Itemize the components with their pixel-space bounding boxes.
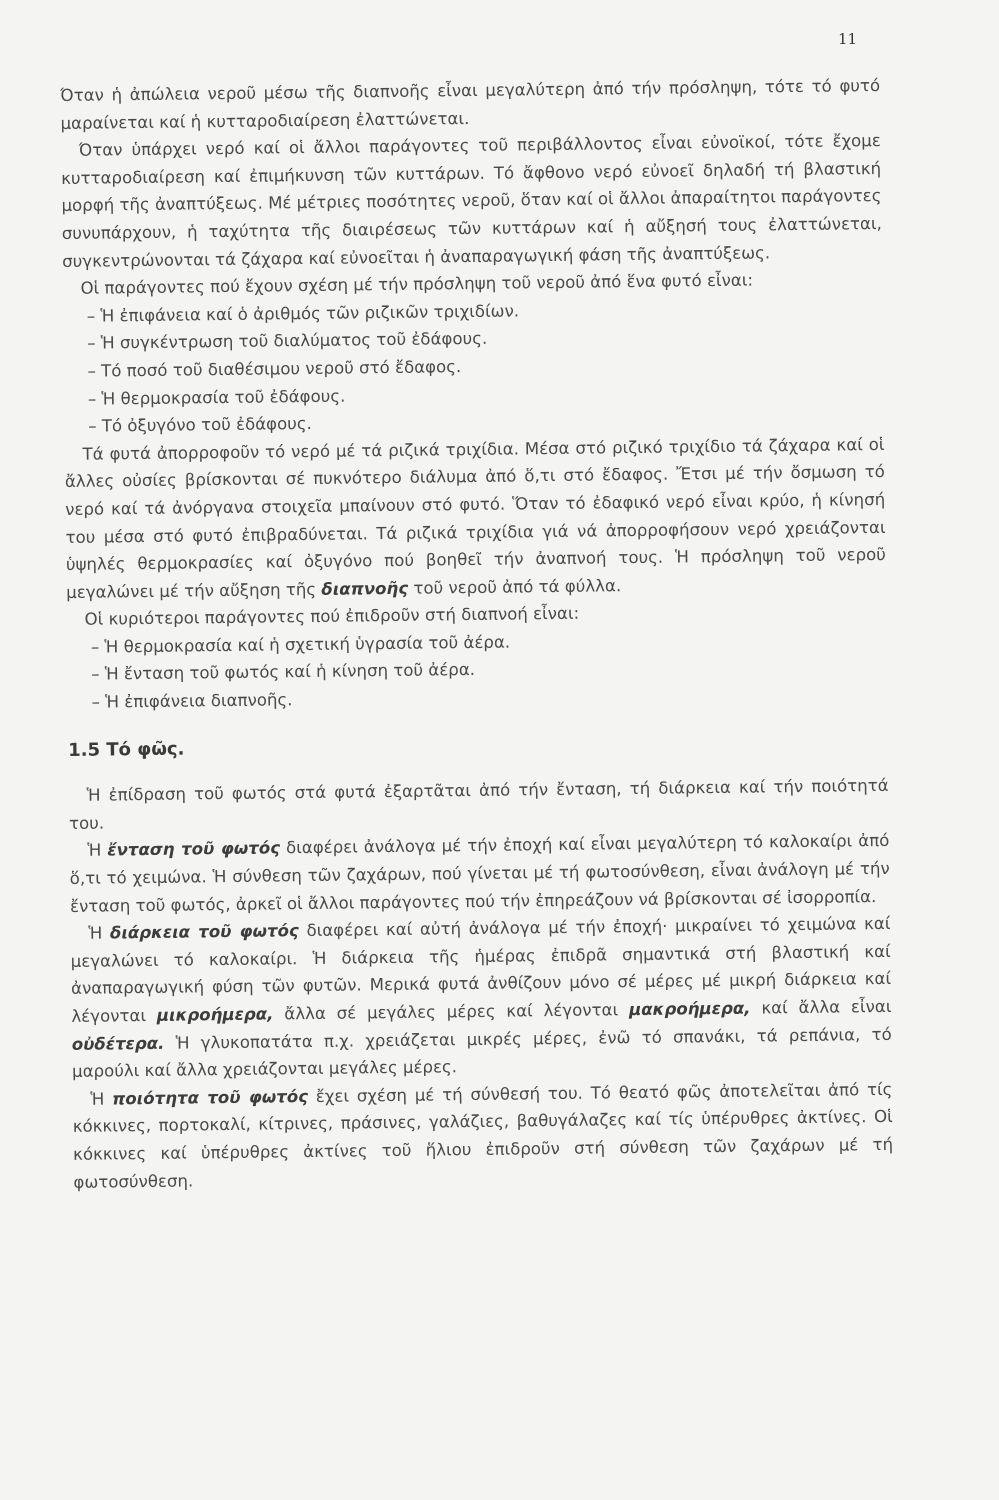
paragraph-transpiration-factors-intro: Οἱ κυριότεροι παράγοντες πού ἐπιδροῦν στή διαπνοή εἶναι: — [84, 603, 580, 630]
text-span: Τά φυτά ἀπορροφοῦν τό νερό μέ τά ριζικά τριχίδια. Μέσα στό ριζικό τριχίδιο τά ζάχαρα καί οἱ ἄλλες οὐσίες βρίσκονται σέ πυκνότερο διάλυμα ἀπό ὅ,τι στό ἔδαφος. Ἔτσι μέ τήν ὄσμωση τό νερό καί τά ἀνόργανα στοιχεῖα μπαίνουν στό φυτό. Ὅταν τό ἐδαφικό νερό εἶναι κρύο, ἡ κίνησή του μέσα στό φυτό ἐπιβραδύνεται. Τά ριζικά τριχίδια γιά νά ἀπορροφήσουν νερό χρειάζονται ὑψηλές θερμοκρασίες καί ὀξυγόνο πού βοηθεῖ τήν ἀναπνοή τους. Ἡ πρόσληψη τοῦ νεροῦ μεγαλώνει μέ τήν αὔξηση τῆς — [64, 434, 886, 602]
list-item: – Ἡ θερμοκρασία τοῦ ἐδάφους. — [64, 375, 884, 413]
text-span: Ἡ — [87, 840, 102, 861]
section-heading: 1.5 Τό φῶς. — [68, 738, 185, 761]
text-span: Ἡ — [88, 923, 103, 943]
term-short-day: μικροήμερα, — [156, 1004, 274, 1025]
paragraph-water-growth: Όταν ὑπάρχει νερό καί οἱ ἄλλοι παράγοντες τοῦ περιβάλλοντος εἶναι εὐνοϊκοί, τότε ἔχομε κυτταροδιαίρεση καί ἐπιμήκυνση τῶν κυττάρων. Τό ἄφθονο νερό εὐνοεῖ δηλαδή τή βλαστική μορφή τῆς ἀναπτύξεως. Μέ μέτριες ποσότητες νεροῦ, ὅταν καί οἱ ἄλλοι ἀπαραίτητοι παράγοντες συνυπάρχουν, ἡ ταχύτητα τῆς διαιρέσεως τῶν κυττάρων καί ἡ αὔξησή τους ἐλαττώνεται, συγκεντρώνονται τά ζάχαρα καί εὐνοεῖται ἡ ἀναπαραγωγική φάση τῆς ἀναπτύξεως. — [61, 131, 882, 271]
list-item: – Ἡ ἐπιφάνεια διαπνοῆς. — [67, 679, 887, 717]
text-span: τοῦ νεροῦ ἀπό τά φύλλα. — [413, 575, 622, 598]
paragraph-light-duration — [70, 910, 892, 1086]
list-item: – Τό ὀξυγόνο τοῦ ἐδάφους. — [64, 403, 884, 441]
term-neutral: οὐδέτερα. — [71, 1033, 165, 1054]
paragraph-light-quality — [72, 1076, 893, 1196]
term-light-quality: ποιότητα τοῦ φωτός — [112, 1086, 309, 1109]
water-uptake-factor-list — [63, 293, 885, 441]
list-item: – Ἡ ἐπιφάνεια καί ὁ ἀριθμός τῶν ριζικῶν τριχιδίων. — [63, 293, 883, 331]
page-body — [60, 72, 894, 1196]
text-span: Ἡ — [90, 1089, 105, 1109]
text-span: Ἡ γλυκοπατάτα π.χ. χρειάζεται μικρές μέρες, ἐνῶ τό σπανάκι, τά ρεπάνια, τό μαρούλι καί ἄλλα χρειάζονται μεγάλες μέρες. — [71, 1024, 892, 1082]
paragraph-light-effect: Ἡ ἐπίδραση τοῦ φωτός στά φυτά ἐξαρτᾶται ἀπό τήν ἔνταση, τή διάρκεια καί τήν ποιότητά του. — [68, 776, 889, 833]
list-item: – Τό ποσό τοῦ διαθέσιμου νεροῦ στό ἔδαφος. — [63, 348, 883, 386]
term-light-duration: διάρκεια τοῦ φωτός — [109, 921, 299, 943]
text-span: ἄλλα σέ μεγάλες μέρες καί λέγονται — [284, 1000, 619, 1024]
paragraph-root-hairs — [64, 431, 886, 607]
page-number: 11 — [838, 30, 858, 48]
text-span: καί ἄλλα εἶναι — [761, 996, 892, 1018]
term-light-intensity: ἔνταση τοῦ φωτός — [107, 838, 281, 860]
list-item: – Ἡ ἔνταση τοῦ φωτός καί ἡ κίνηση τοῦ ἀέρα. — [67, 651, 887, 689]
paragraph-water-factors-intro: Οἱ παράγοντες πού ἔχουν σχέση μέ τήν πρόσληψη τοῦ νεροῦ ἀπό ἕνα φυτό εἶναι: — [80, 270, 754, 298]
text-span: διαφέρει ἀνάλογα μέ τήν ἐποχή καί εἶναι μεγαλύτερη τό καλοκαίρι ἀπό ὅ,τι τό χειμώνα. Ἡ σύνθεση τῶν ζαχάρων, πού γίνεται μέ τή φωτοσύνθεση, εἶναι ἀνάλογη μέ τήν ἔνταση τοῦ φωτός, ἀρκεῖ οἱ ἄλλοι παράγοντες πού τήν ἐπηρεάζουν νά βρίσκονται σέ ἰσορροπία. — [69, 831, 890, 916]
list-item: – Ἡ συγκέντρωση τοῦ διαλύματος τοῦ ἐδάφους. — [63, 320, 883, 358]
transpiration-factor-list — [67, 624, 888, 717]
term-transpiration: διαπνοῆς — [321, 578, 409, 599]
paragraph-water-loss: Όταν ἡ ἀπώλεια νεροῦ μέσω τῆς διαπνοῆς εἶναι μεγαλύτερη ἀπό τήν πρόσληψη, τότε τό φυτό μαραίνεται καί ἡ κυτταροδιαίρεση ἐλαττώνεται. — [60, 75, 881, 133]
term-long-day: μακροήμερα, — [628, 998, 751, 1020]
paragraph-light-intensity — [69, 827, 890, 920]
text-span: ἔχει σχέση μέ τή σύνθεσή του. Τό θεατό φῶς ἀποτελεῖται ἀπό τίς κόκκινες, πορτοκαλί, κίτρινες, πράσινες, γαλάζιες, βαθυγάλαζες καί τίς ὑπέρυθρες ἀκτίνες. Οἱ κόκκινες καί ὑπέρυθρες ἀκτίνες τοῦ ἥλιου ἐπιδροῦν στή σύνθεση τῶν ζαχάρων μέ τή φωτοσύνθεση. — [72, 1079, 894, 1192]
text-span: διαφέρει καί αὐτή ἀνάλογα μέ τήν ἐποχή· μικραίνει τό χειμώνα καί μεγαλώνει τό καλοκαίρι. Ἡ διάρκεια τῆς ἡμέρας ἐπιδρᾶ σημαντικά στή βλαστική καί ἀναπαραγωγική φύση τῶν φυτῶν. Μερικά φυτά ἀνθίζουν μόνο σέ μέρες μέ μικρή διάρκεια καί λέγονται — [70, 914, 892, 1026]
list-item: – Ἡ θερμοκρασία καί ἡ σχετική ὑγρασία τοῦ ἀέρα. — [67, 624, 887, 662]
